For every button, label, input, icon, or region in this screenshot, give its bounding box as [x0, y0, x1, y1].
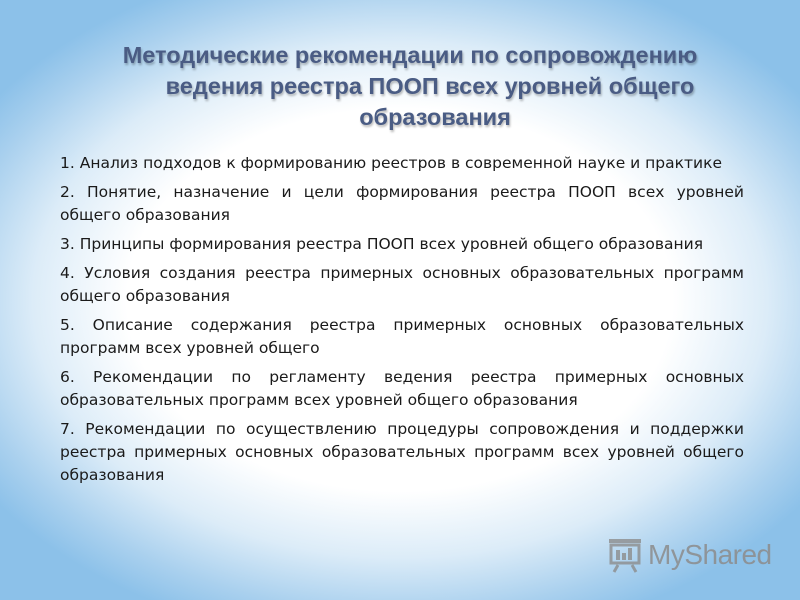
list-item: 2. Понятие, назначение и цели формирования реестра ПООП всех уровней общего образования [60, 183, 744, 224]
list-item: 5. Описание содержания реестра примерных основных образовательных программ всех уровней общего [60, 316, 744, 357]
slide-content-list [60, 152, 744, 493]
list-item: 7. Рекомендации по осуществлению процедуры сопровождения и поддержки реестра примерных основных образовательных программ всех уровней общего образования [60, 420, 744, 484]
watermark-logo [606, 535, 772, 575]
slide-title-line: ведения реестра ПООП всех уровней общего [165, 73, 695, 99]
list-item: 1. Анализ подходов к формированию реестров в современной науке и практике [60, 154, 722, 172]
slide-title-line: Методические рекомендации по сопровождению [122, 42, 698, 68]
slide-title-line: образования [359, 104, 511, 130]
slide-title [60, 40, 760, 133]
list-item: 6. Рекомендации по регламенту ведения реестра примерных основных образовательных программ всех уровней общего образования [60, 368, 744, 409]
projector-screen-icon [606, 537, 644, 573]
list-item: 4. Условия создания реестра примерных основных образовательных программ общего образования [60, 264, 744, 305]
watermark-text: MyShared [648, 539, 772, 570]
list-item: 3. Принципы формирования реестра ПООП всех уровней общего образования [60, 235, 704, 253]
